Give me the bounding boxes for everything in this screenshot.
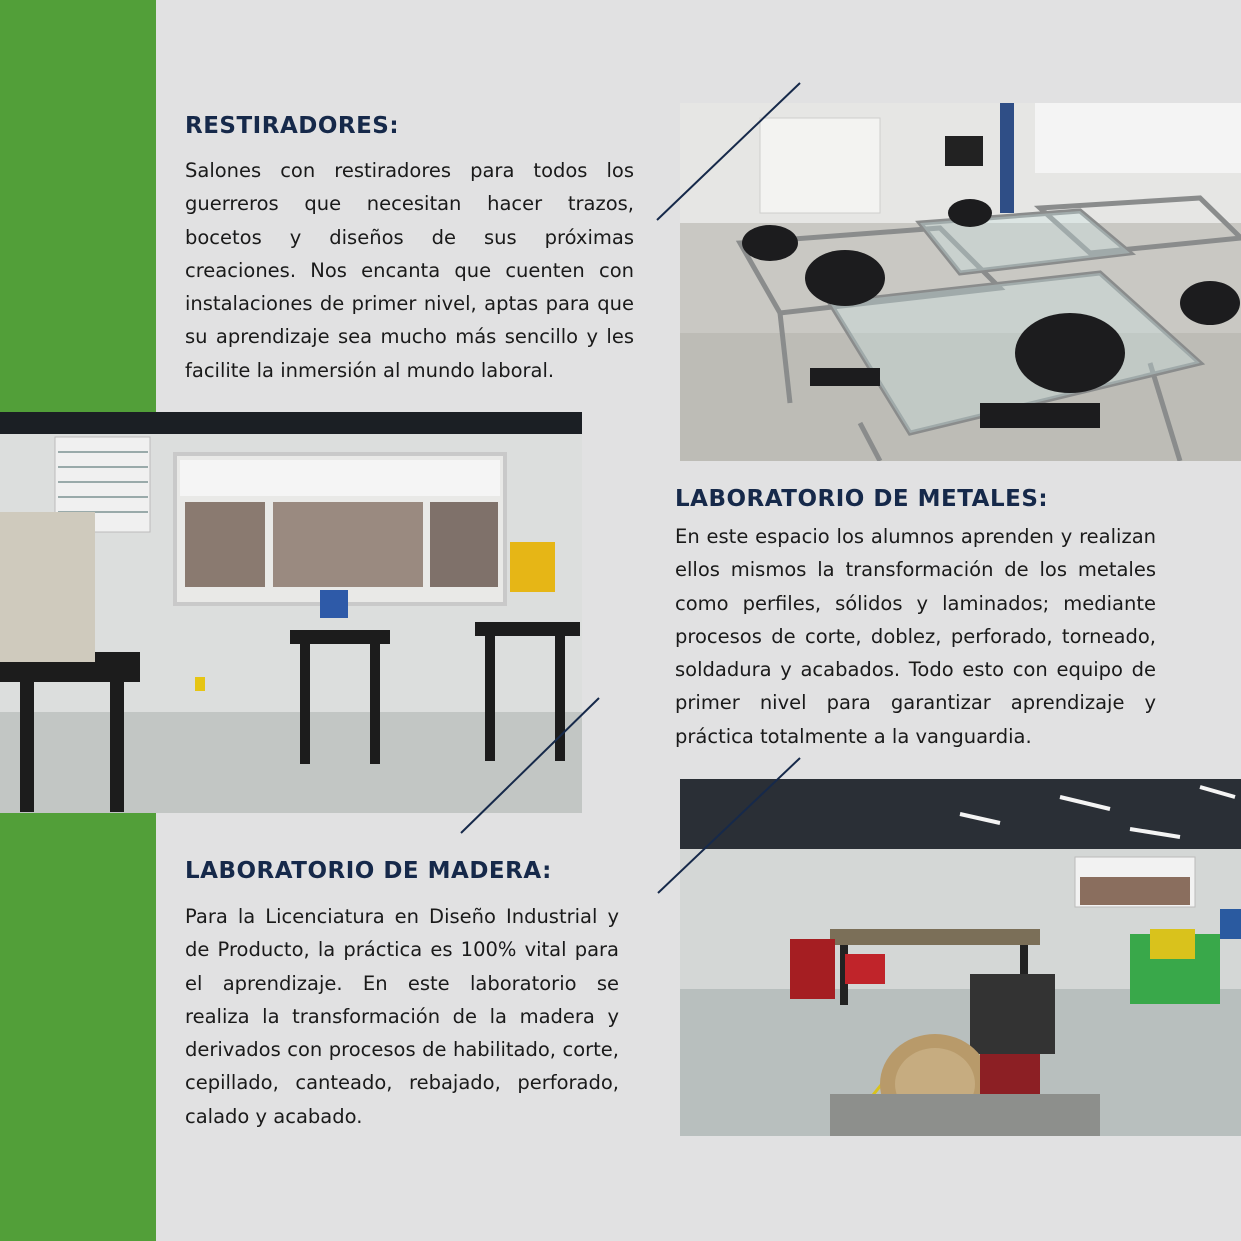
diagonal-accent-line-1 bbox=[655, 80, 805, 225]
diagonal-accent-line-3 bbox=[655, 755, 805, 897]
madera-heading: LABORATORIO DE MADERA: bbox=[185, 858, 552, 884]
green-accent-bar-top bbox=[0, 0, 156, 412]
restiradores-heading: RESTIRADORES: bbox=[185, 113, 400, 139]
madera-body: Para la Licenciatura en Diseño Industrial y de Producto, la práctica es 100% vital para el aprendizaje. En este laboratorio se realiza la transformación de la madera y derivados con procesos de habilitado, corte, cepillado, canteado, rebajado, perforado, calado y acabado. bbox=[185, 905, 619, 1128]
green-accent-bar-bottom bbox=[0, 813, 156, 1241]
metales-heading: LABORATORIO DE METALES: bbox=[675, 486, 1049, 512]
metales-body: En este espacio los alumnos aprenden y realizan ellos mismos la transformación de los metales como perfiles, sólidos y laminados; mediante procesos de corte, doblez, perforado, torneado, soldadura y acabados. Todo esto con equipo de primer nivel para garantizar aprendizaje y práctica totalmente a la vanguardia. bbox=[675, 525, 1156, 748]
restiradores-body: Salones con restiradores para todos los guerreros que necesitan hacer trazos, bocetos y diseños de sus próximas creaciones. Nos encanta que cuenten con instalaciones de primer nivel, aptas para que su aprendizaje sea mucho más sencillo y les facilite la inmersión al mundo laboral. bbox=[185, 159, 634, 382]
diagonal-accent-line-2 bbox=[458, 695, 603, 837]
